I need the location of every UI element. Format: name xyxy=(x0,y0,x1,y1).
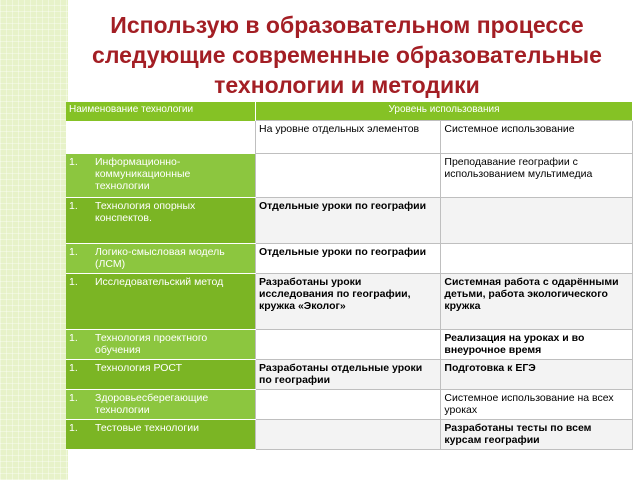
row-technology-name: 1. Здоровьесберегающие технологии xyxy=(66,390,256,420)
table-row xyxy=(66,274,633,330)
subheader-elements: На уровне отдельных элементов xyxy=(256,121,441,154)
table-subheader-row xyxy=(66,121,633,154)
row-system-cell: Системная работа с одарёнными детьми, работа экологического кружка xyxy=(441,274,633,330)
row-elements-cell xyxy=(256,330,441,360)
table-row xyxy=(66,420,633,450)
table-row xyxy=(66,390,633,420)
row-technology-name: 1. Технология проектного обучения xyxy=(66,330,256,360)
header-technology-name: Наименование технологии xyxy=(66,102,256,121)
row-system-cell: Разработаны тесты по всем курсам географии xyxy=(441,420,633,450)
row-elements-cell: Разработаны отдельные уроки по географии xyxy=(256,360,441,390)
row-technology-name: 1. Исследовательский метод xyxy=(66,274,256,330)
subheader-blank xyxy=(66,121,256,154)
row-system-cell xyxy=(441,198,633,244)
row-technology-name: 1. Тестовые технологии xyxy=(66,420,256,450)
row-technology-name: 1. Технология опорных конспектов. xyxy=(66,198,256,244)
row-system-cell: Подготовка к ЕГЭ xyxy=(441,360,633,390)
table-row xyxy=(66,198,633,244)
table-row xyxy=(66,360,633,390)
row-system-cell: Системное использование на всех уроках xyxy=(441,390,633,420)
row-elements-cell xyxy=(256,390,441,420)
decorative-side-strip xyxy=(0,0,68,480)
row-system-cell: Реализация на уроках и во внеурочное время xyxy=(441,330,633,360)
row-elements-cell: Отдельные уроки по географии xyxy=(256,244,441,274)
slide-title: Использую в образовательном процессе следующие современные образовательные технологии и методики xyxy=(92,12,602,98)
header-usage-level: Уровень использования xyxy=(256,102,633,121)
row-system-cell: Преподавание географии с использованием мультимедиа xyxy=(441,154,633,198)
row-elements-cell xyxy=(256,420,441,450)
technologies-table xyxy=(66,102,633,450)
row-elements-cell xyxy=(256,154,441,198)
row-elements-cell: Отдельные уроки по географии xyxy=(256,198,441,244)
row-elements-cell: Разработаны уроки исследования по географии, кружка «Эколог» xyxy=(256,274,441,330)
row-system-cell xyxy=(441,244,633,274)
table-header-row xyxy=(66,102,633,121)
subheader-system: Системное использование xyxy=(441,121,633,154)
row-technology-name: 1. Информационно-коммуникационные технологии xyxy=(66,154,256,198)
table-row xyxy=(66,330,633,360)
table-row xyxy=(66,244,633,274)
table-row xyxy=(66,154,633,198)
row-technology-name: 1. Технология РОСТ xyxy=(66,360,256,390)
row-technology-name: 1. Логико-смысловая модель (ЛСМ) xyxy=(66,244,256,274)
